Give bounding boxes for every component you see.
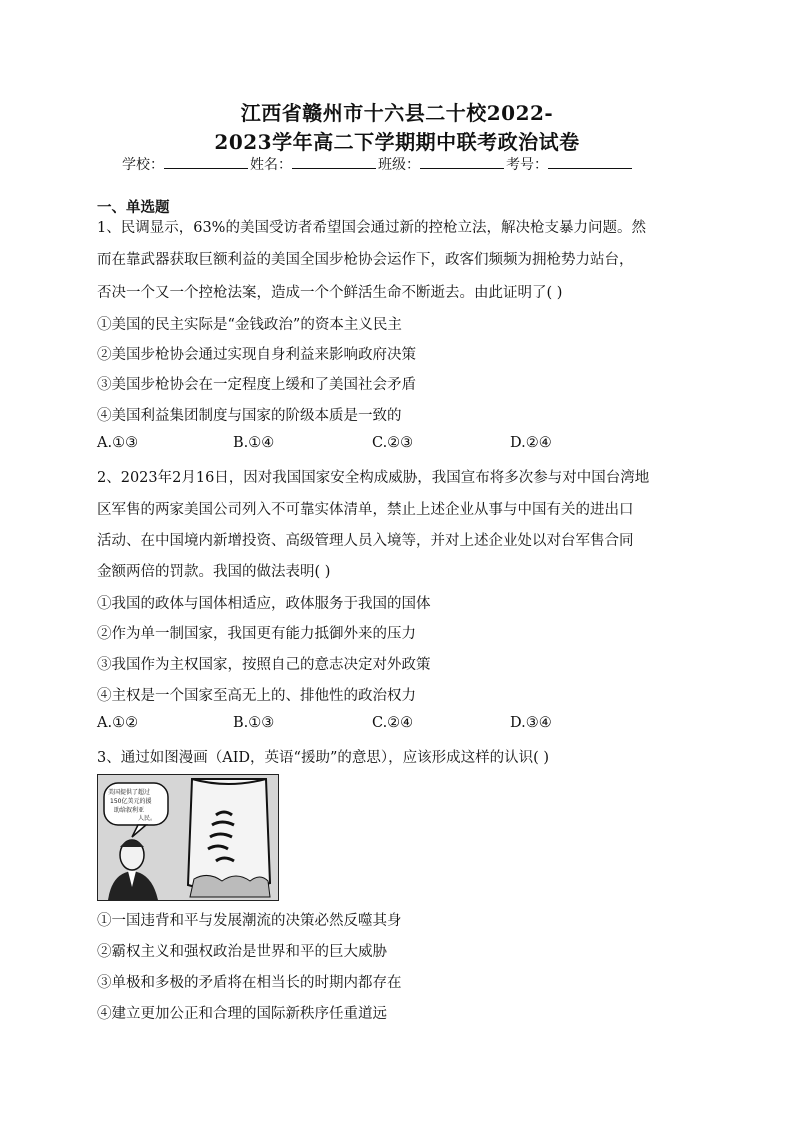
q1-option-c[interactable]: C.②③ (372, 435, 414, 451)
q2-statement: ③我国作为主权国家，按照自己的意志决定对外政策 (97, 657, 431, 673)
school-blank (164, 154, 248, 169)
q2-statement: ②作为单一制国家，我国更有能力抵御外来的压力 (97, 626, 416, 642)
q2-statement: ④主权是一个国家至高无上的、排他性的政治权力 (97, 688, 416, 704)
speech-line: 助给叙利亚 (114, 807, 145, 814)
q1-stem-line: 而在靠武器获取巨额利益的美国全国步枪协会运作下，政客们频频为拥枪势力站台， (97, 252, 634, 268)
speech-line: 人民。 (138, 815, 157, 822)
q1-option-d[interactable]: D.②④ (510, 435, 552, 451)
q3-stem-line: 3、通过如图漫画（AID，英语“援助”的意思），应该形成这样的认识( ) (97, 750, 550, 766)
exam-number-blank (548, 154, 632, 169)
q1-statement: ②美国步枪协会通过实现自身利益来影响政府决策 (97, 347, 416, 363)
student-info-row (122, 154, 634, 174)
section-title: 一、单选题 (97, 199, 170, 216)
q2-stem-line: 活动、在中国境内新增投资、高级管理人员入境等，并对上述企业处以对台军售合同 (97, 533, 634, 549)
q2-option-a[interactable]: A.①② (97, 715, 139, 731)
name-label: 姓名： (250, 157, 292, 173)
q1-stem-line: 1、民调显示，63%的美国受访者希望国会通过新的控枪立法，解决枪支暴力问题。然 (97, 220, 646, 236)
q2-stem-line: 区军售的两家美国公司列入不可靠实体清单，禁止上述企业从事与中国有关的进出口 (97, 502, 634, 518)
q1-option-b[interactable]: B.①④ (233, 435, 275, 451)
q3-statement: ②霸权主义和强权政治是世界和平的巨大威胁 (97, 944, 387, 960)
q1-option-a[interactable]: A.①③ (97, 435, 139, 451)
q3-statement: ④建立更加公正和合理的国际新秩序任重道远 (97, 1006, 387, 1022)
q3-statement: ③单极和多极的矛盾将在相当长的时期内都存在 (97, 975, 402, 991)
exam-title-line1: 江西省赣州市十六县二十校2022- (240, 101, 554, 125)
cartoon-image (97, 774, 279, 901)
q3-statement: ①一国违背和平与发展潮流的决策必然反噬其身 (97, 913, 402, 929)
class-label: 班级： (378, 157, 420, 173)
q1-statement: ④美国利益集团制度与国家的阶级本质是一致的 (97, 408, 402, 424)
q2-option-c[interactable]: C.②④ (372, 715, 414, 731)
speech-line: 美国提供了超过 (108, 789, 151, 796)
speech-line: 150亿美元的援 (110, 798, 152, 805)
q1-stem-line: 否决一个又一个控枪法案，造成一个个鲜活生命不断逝去。由此证明了( ) (97, 285, 563, 301)
exam-number-label: 考号： (506, 157, 548, 173)
exam-title-line2: 2023学年高二下学期期中联考政治试卷 (214, 130, 580, 154)
school-label: 学校： (122, 157, 164, 173)
cartoon-drawing (98, 775, 278, 900)
q1-statement: ①美国的民主实际是“金钱政治”的资本主义民主 (97, 317, 402, 333)
name-blank (292, 154, 376, 169)
q2-option-b[interactable]: B.①③ (233, 715, 275, 731)
q2-stem-line: 2、2023年2月16日，因对我国国家安全构成威胁，我国宣布将多次参与对中国台湾地 (97, 470, 650, 486)
class-blank (420, 154, 504, 169)
q2-stem-line: 金额两倍的罚款。我国的做法表明( ) (97, 564, 331, 580)
q2-option-d[interactable]: D.③④ (510, 715, 552, 731)
q2-statement: ①我国的政体与国体相适应，政体服务于我国的国体 (97, 596, 431, 612)
q1-statement: ③美国步枪协会在一定程度上缓和了美国社会矛盾 (97, 377, 416, 393)
